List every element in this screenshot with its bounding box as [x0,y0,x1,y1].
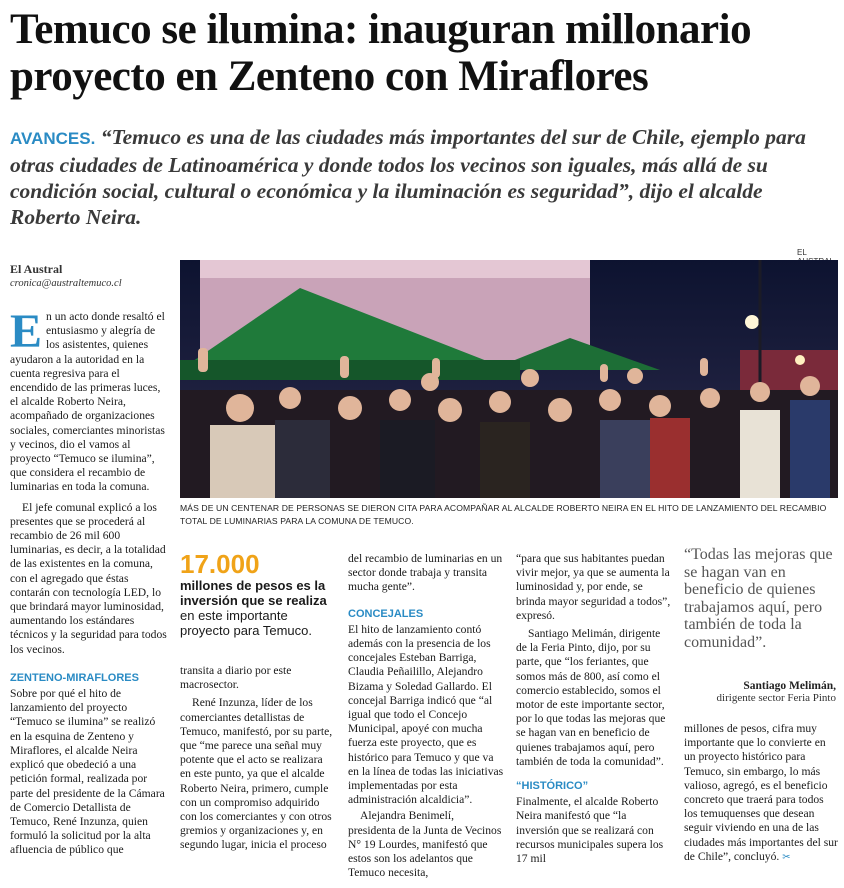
headline-line-1: Temuco se ilumina: inauguran millonario [10,6,752,53]
col3-paragraph-2: El hito de lanzamiento contó además con la presencia de los concejales Esteban Barriga, Claudia Peñailillo, Alejandro Bizama y Soledad Gallardo. El concejal Barriga indicó que “al igual que todo el Concejo Municipal, apoyé con mucha fuerza este proyecto, que es histórico para Temuco y que va en la línea de todas las iniciativas implementadas por esta administración alcaldicia”. [348,622,504,807]
col1-paragraph-2: El jefe comunal explicó a los presentes que se procederá al recambio de 26 mil 600 luminarias, es decir, a la totalidad de las existentes en la comuna, con el agregado que éstas contarán con tecnología LED, lo que brindará mayor luminosidad, aumentando los estándares técnicos y la seguridad para todos los vecinos. [10,500,167,656]
col5-paragraph-1 [684,722,838,865]
article-column-5 [684,722,838,865]
col4-paragraph-1: “para que sus habitantes puedan vivir mejor, ya que se aumenta la luminosidad y, por ende, se brinda mayor seguridad a todos”, expresó. [516,552,671,622]
col5-paragraph-1-text: millones de pesos, cifra muy importante que lo convierte en un proyecto histórico para Temuco, sin embargo, lo más valioso, agregó, es el beneficio concreto que traerá para todos los temuquenses que desean seguir viviendo en una de las ciudades más importantes del sur de Chile”, concluyó. [684,722,838,863]
col1-paragraph-1 [10,305,168,495]
event-photo [180,260,838,498]
photo-caption: MÁS DE UN CENTENAR DE PERSONAS SE DIERON CITA PARA ACOMPAÑAR AL ALCALDE ROBERTO NEIRA EN EL HITO DE LANZAMIENTO DEL RECAMBIO TOTAL DE LUMINARIAS PARA LA COMUNA DE TEMUCO. [180,503,827,526]
pull-quote-role: dirigente sector Feria Pinto [716,692,836,704]
stat-label [180,578,336,638]
article-lead [10,124,836,230]
end-mark-icon: ✂ [782,851,791,863]
stat-number: 17.000 [180,549,260,579]
pull-quote: “Todas las mejoras que se hagan van en beneficio de quienes trabajamos aquí, pero también de toda la comunidad”. [684,546,833,651]
col4-paragraph-3: Finalmente, el alcalde Roberto Neira manifestó que “la inversión que se realizará con recursos municipales supera los 17 mil [516,795,664,866]
article-column-4 [516,552,672,866]
col1-paragraph-3: Sobre por qué el hito de lanzamiento del proyecto “Temuco se ilumina” se realizó en la esquina de Zenteno y Miraflores, el alcalde Neira explicó que obedeció a una petición formal, realizada por parte del presidente de la Cámara de Comercio Detallista de Temuco, René Inzunza, quien formuló la solicitud por la alta afluencia de público que [10,687,165,857]
article-column-1 [10,305,168,858]
article-headline [10,6,838,100]
col2-paragraph-1: transita a diario por este macrosector. [180,664,292,692]
headline-line-2: proyecto en Zenteno con Miraflores [10,53,649,100]
article-column-2 [180,550,336,853]
pull-quote-attribution [717,680,836,704]
stat-label-bold: millones de pesos es la inversión que se realiza [180,578,327,608]
section-title-concejales: CONCEJALES [348,607,424,620]
pull-quote-author: Santiago Melimán, [743,680,836,692]
byline-author: El Austral [10,262,63,276]
drop-cap: E [10,305,43,358]
col1-paragraph-1-text: n un acto donde resaltó el entusiasmo y alegría de los asistentes, quienes ayudaron a la autoridad en la cuenta regresiva para el encendido de las primeras luces, el alcalde Roberto Neira, acompañado de organizaciones sociales, comerciantes minoristas y vecinos, dio el vamos al proyecto “Temuco se ilumina”, que considera el recambio de luminarias en toda la comuna. [10,310,165,494]
col2-paragraph-2: René Inzunza, líder de los comerciantes detallistas de Temuco, manifestó, por su parte, que “me parece una señal muy potente que el acto se realizara en este punto, ya que el alcalde Roberto Neira, primero, cumple con un compromiso adquirido con los comerciantes y con otros gremios y organizaciones y, en segundo lugar, inicia el proceso [180,696,333,852]
section-title-historico: “HISTÓRICO” [516,780,589,793]
stat-label-light: en este importante proyecto para Temuco. [180,608,312,638]
lead-text: “Temuco es una de las ciudades más importantes del sur de Chile, ejemplo para otras ciudades de Latinoamérica y donde todos los vecinos son iguales, más allá de su condición social, cultural o económica y la iluminación es seguridad”, dijo el alcalde Roberto Neira. [10,125,806,229]
article-column-3 [348,552,504,880]
event-photo-illustration [180,260,838,498]
byline-email[interactable]: cronica@australtemuco.cl [10,278,122,289]
col3-paragraph-3: Alejandra Benimelí, presidenta de la Junta de Vecinos N° 19 Lourdes, manifestó que estos son los adelantos que Temuco necesita, [348,809,502,880]
lead-kicker: AVANCES. [10,129,96,148]
col4-paragraph-2: Santiago Melimán, dirigente de la Feria Pinto, dijo, por su parte, que “los feriantes, que somos más de 800, así como el comercio establecido, somos el motor de este importante sector, por lo que todas las mejoras que se hagan van en beneficio de quienes trabajamos aquí, pero también de toda la comunidad”. [516,627,666,768]
section-title-zenteno-miraflores: ZENTENO-MIRAFLORES [10,671,139,684]
col3-paragraph-1: del recambio de luminarias en un sector donde trabaja y transita mucha gente”. [348,552,503,594]
photo-credit: EL [797,248,807,257]
